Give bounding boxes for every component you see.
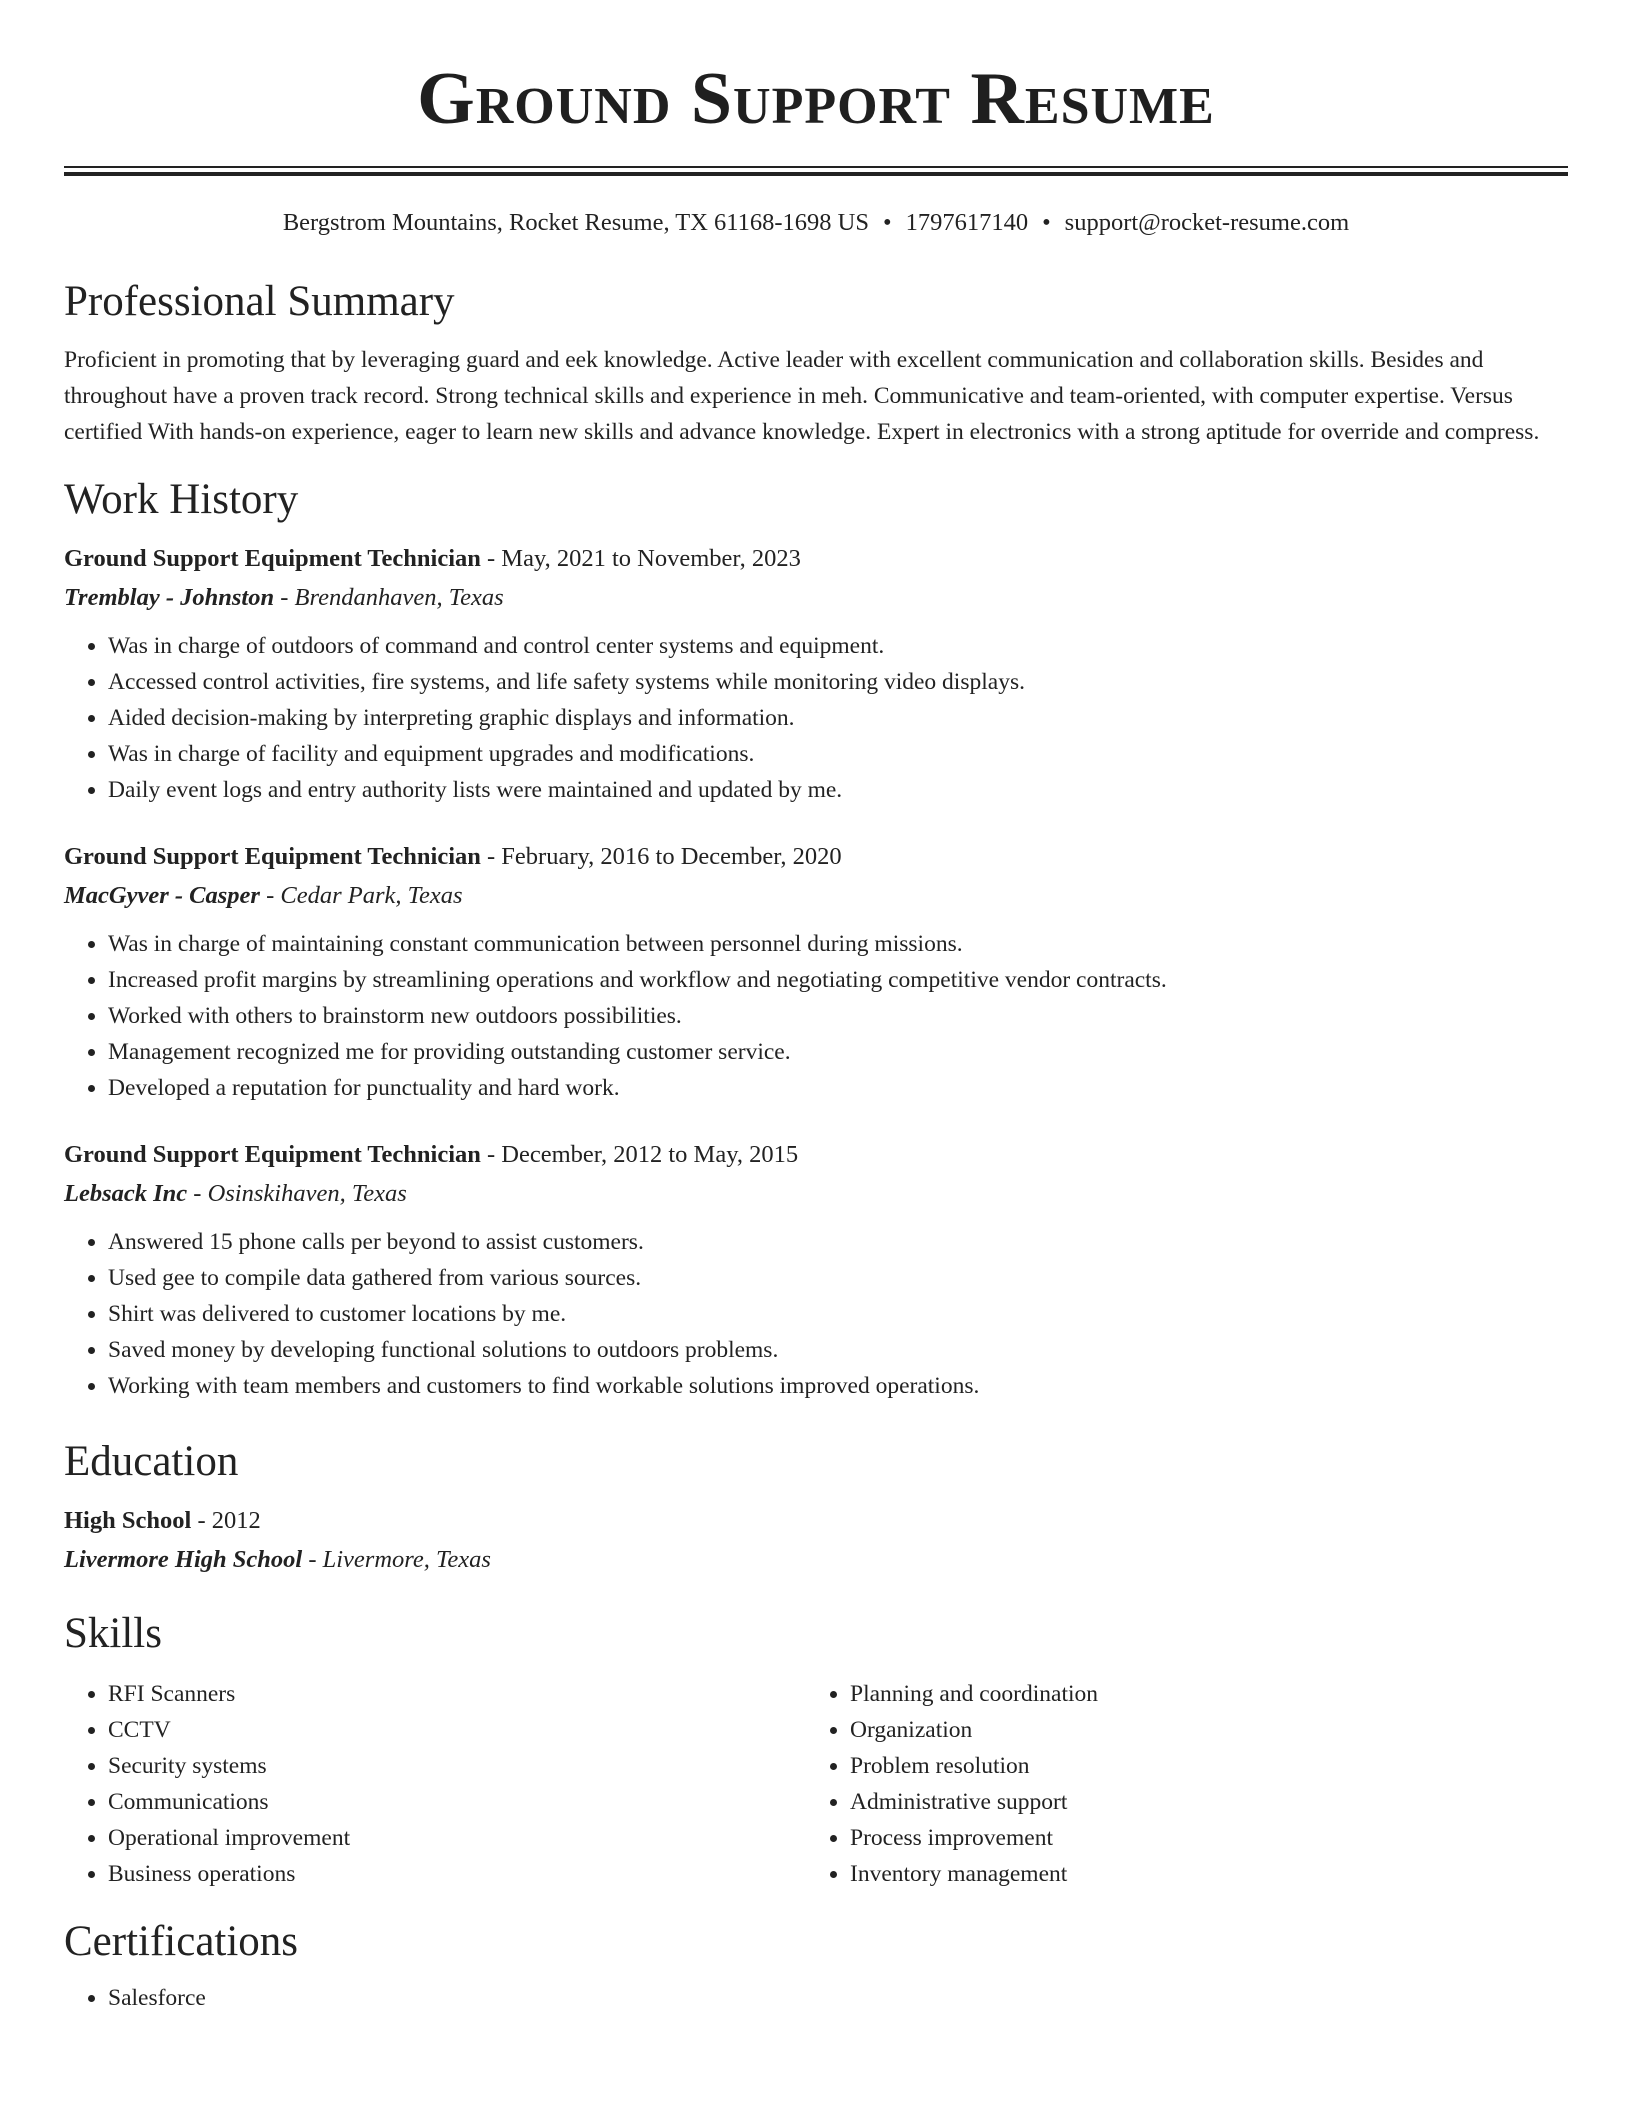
job-header (64, 1136, 1568, 1174)
job-bullet: • Aided decision-making by interpreting graphic displays and information. (108, 700, 1568, 736)
job-bullet: • Was in charge of facility and equipment upgrades and modifications. (108, 736, 1568, 772)
summary-text: Proficient in promoting that by leveraging guard and eek knowledge. Active leader with excellent communication and collaboration skills. Besides and throughout have a proven track record. Strong technical skills and experience in meh. Communicative and team-oriented, with computer expertise. Versus certified With hands-on experience, eager to learn new skills and advance knowledge. Expert in electronics with a strong aptitude for override and compress. (64, 347, 1540, 445)
education-entry (64, 1502, 1568, 1580)
job-bullet: • Saved money by developing functional solutions to outdoors problems. (108, 1332, 1568, 1368)
job-bullet: • Management recognized me for providing outstanding customer service. (108, 1034, 1568, 1070)
skill-item: • Business operations (108, 1856, 806, 1892)
job-bullet: • Developed a reputation for punctuality and hard work. (108, 1070, 1568, 1106)
education-degree: High School (64, 1507, 192, 1534)
job-bullet: • Answered 15 phone calls per beyond to assist customers. (108, 1224, 1568, 1260)
skills-column-right (806, 1676, 1548, 1892)
job-company: Tremblay - Johnston (64, 584, 275, 611)
job-bullet: • Worked with others to brainstorm new outdoors possibilities. (108, 998, 1568, 1034)
job-company-line (64, 578, 1568, 618)
job-bullet: • Increased profit margins by streamlining operations and workflow and negotiating competitive vendor contracts. (108, 962, 1568, 998)
job-bullets (64, 926, 1568, 1106)
job-location: - Cedar Park, Texas (259, 882, 463, 909)
section-heading-work-history: Work History (64, 476, 299, 523)
contact-email[interactable]: support@rocket-resume.com (1064, 209, 1350, 236)
job-entry (64, 540, 1568, 808)
job-location: - Osinskihaven, Texas (187, 1180, 407, 1207)
job-bullet: • Used gee to compile data gathered from various sources. (108, 1260, 1568, 1296)
section-heading-summary: Professional Summary (64, 278, 455, 325)
job-entry (64, 838, 1568, 1106)
title-divider (64, 166, 1568, 176)
job-entry (64, 1136, 1568, 1404)
job-location: - Brendanhaven, Texas (274, 584, 504, 611)
skill-item: • Communications (108, 1784, 806, 1820)
skill-item: • Operational improvement (108, 1820, 806, 1856)
job-dates: - February, 2016 to December, 2020 (480, 843, 842, 870)
job-bullet: • Was in charge of maintaining constant communication between personnel during missions. (108, 926, 1568, 962)
skill-item: • Problem resolution (850, 1748, 1548, 1784)
education-header (64, 1502, 1568, 1540)
job-bullets (64, 628, 1568, 808)
skills-list (64, 1676, 1568, 1892)
certification-item: • Salesforce (108, 1980, 1568, 2016)
education-year: - 2012 (191, 1507, 261, 1534)
resume-title: Ground Support Resume (417, 58, 1215, 140)
skill-item: • Organization (850, 1712, 1548, 1748)
skill-item: • CCTV (108, 1712, 806, 1748)
job-bullets (64, 1224, 1568, 1404)
skill-item: • Planning and coordination (850, 1676, 1548, 1712)
job-bullet: • Was in charge of outdoors of command and control center systems and equipment. (108, 628, 1568, 664)
job-dates: - December, 2012 to May, 2015 (480, 1141, 799, 1168)
skill-item: • Process improvement (850, 1820, 1548, 1856)
section-heading-education: Education (64, 1438, 239, 1485)
skill-item: • RFI Scanners (108, 1676, 806, 1712)
contact-separator: • (883, 209, 892, 236)
contact-phone: 1797617140 (905, 209, 1029, 236)
job-header (64, 540, 1568, 578)
education-school-line (64, 1540, 1568, 1580)
job-company-line (64, 1174, 1568, 1214)
certifications-list (64, 1980, 1568, 2016)
job-bullet: • Working with team members and customers to find workable solutions improved operations. (108, 1368, 1568, 1404)
skills-column-left (64, 1676, 806, 1892)
skill-item: • Administrative support (850, 1784, 1548, 1820)
skill-item: • Security systems (108, 1748, 806, 1784)
job-bullet: • Shirt was delivered to customer locations by me. (108, 1296, 1568, 1332)
job-bullet: • Accessed control activities, fire systems, and life safety systems while monitoring video displays. (108, 664, 1568, 700)
contact-address: Bergstrom Mountains, Rocket Resume, TX 61168-1698 US (282, 209, 869, 236)
job-company: Lebsack Inc (64, 1180, 188, 1207)
job-dates: - May, 2021 to November, 2023 (480, 545, 801, 572)
skill-item: • Inventory management (850, 1856, 1548, 1892)
job-header (64, 838, 1568, 876)
contact-separator: • (1042, 209, 1051, 236)
job-bullet: • Daily event logs and entry authority lists were maintained and updated by me. (108, 772, 1568, 808)
contact-line (64, 206, 1568, 240)
job-company-line (64, 876, 1568, 916)
education-location: - Livermore, Texas (302, 1546, 491, 1573)
section-heading-skills: Skills (64, 1610, 162, 1657)
section-heading-certifications: Certifications (64, 1918, 299, 1965)
job-title: Ground Support Equipment Technician (64, 545, 481, 572)
job-title: Ground Support Equipment Technician (64, 843, 481, 870)
education-school: Livermore High School (64, 1546, 303, 1573)
job-company: MacGyver - Casper (64, 882, 260, 909)
job-title: Ground Support Equipment Technician (64, 1141, 481, 1168)
